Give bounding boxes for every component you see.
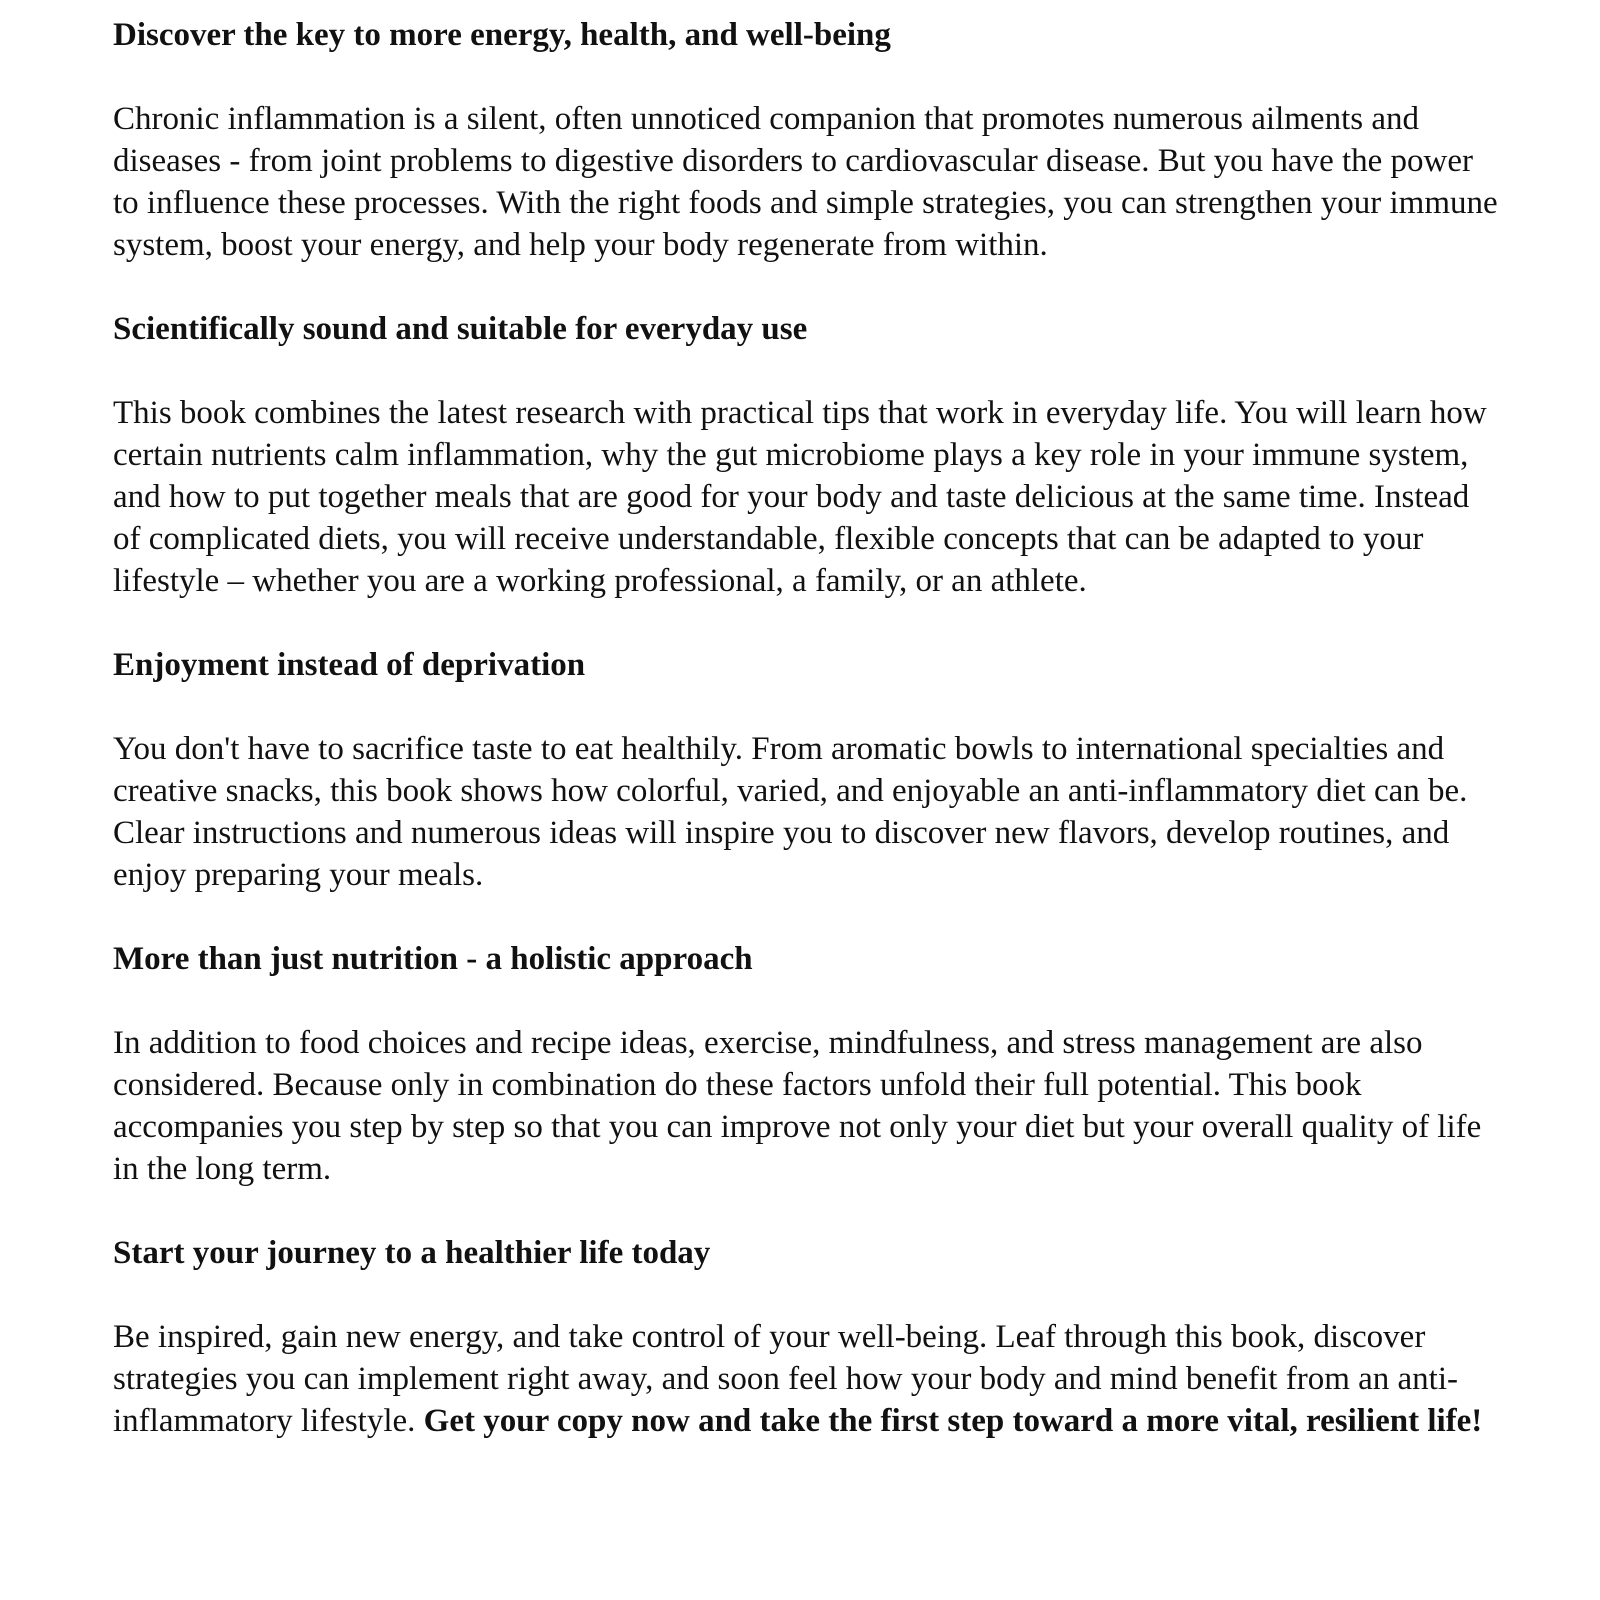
section-paragraph: You don't have to sacrifice taste to eat healthily. From aromatic bowls to international specialties and creative snacks, this book shows how colorful, varied, and enjoyable an anti-inflammatory diet can be. Clear instructions and numerous ideas will inspire you to discover new flavors, develop routines, and enjoy preparing your meals.: [113, 731, 1468, 893]
spacer: [113, 980, 1503, 1022]
section-heading: Start your journey to a healthier life today: [113, 1235, 711, 1271]
section-paragraph: In addition to food choices and recipe ideas, exercise, mindfulness, and stress management are also considered. Because only in combination do these factors unfold their full potential. This book accompanies you step by step so that you can improve not only your diet but your overall quality of life in the long term.: [113, 1025, 1482, 1187]
paragraph-text: Be inspired, gain new energy, and take control of your well-being. Leaf through this book, discover strategies you can implement right away, and soon feel how your body and mind benefit from an anti-inflammatory lifestyle.: [113, 1319, 1458, 1439]
section-heading: Scientifically sound and suitable for everyday use: [113, 311, 808, 347]
section-heading: More than just nutrition - a holistic approach: [113, 941, 753, 977]
spacer: [113, 1190, 1503, 1232]
section-heading: Enjoyment instead of deprivation: [113, 647, 586, 683]
section-paragraph: This book combines the latest research with practical tips that work in everyday life. You will learn how certain nutrients calm inflammation, why the gut microbiome plays a key role in your immune system, and how to put together meals that are good for your body and taste delicious at the same time. Instead of complicated diets, you will receive understandable, flexible concepts that can be adapted to your lifestyle – whether you are a working professional, a family, or an athlete.: [113, 395, 1487, 599]
section-paragraph: [113, 1316, 1503, 1442]
document-content: [113, 14, 1503, 1442]
spacer: [113, 266, 1503, 308]
spacer: [113, 602, 1503, 644]
spacer: [113, 56, 1503, 98]
spacer: [113, 686, 1503, 728]
spacer: [113, 1274, 1503, 1316]
spacer: [113, 350, 1503, 392]
section-paragraph: Chronic inflammation is a silent, often unnoticed companion that promotes numerous ailments and diseases - from joint problems to digestive disorders to cardiovascular disease. But you have the power to influence these processes. With the right foods and simple strategies, you can strengthen your immune system, boost your energy, and help your body regenerate from within.: [113, 101, 1498, 263]
spacer: [113, 896, 1503, 938]
section-heading: Discover the key to more energy, health, and well-being: [113, 17, 891, 53]
call-to-action-text: Get your copy now and take the first step toward a more vital, resilient life!: [423, 1403, 1483, 1439]
